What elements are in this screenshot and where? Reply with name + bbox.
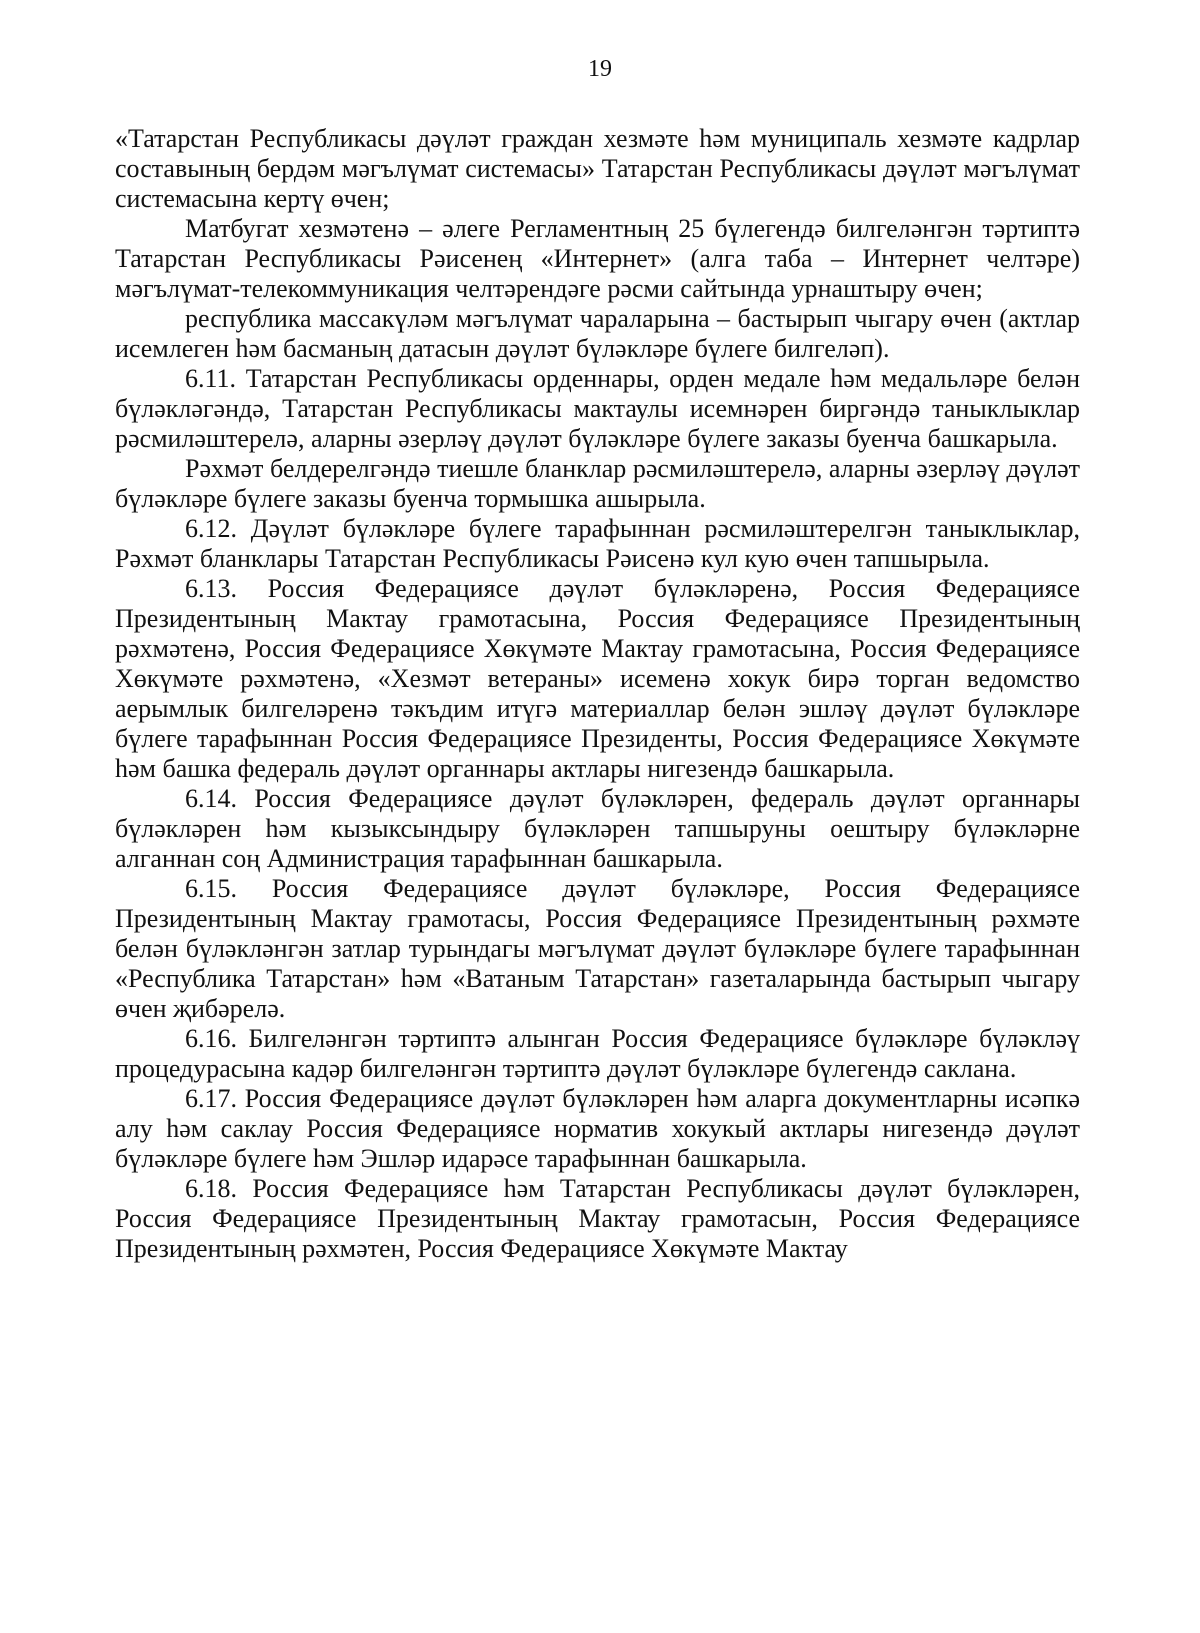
paragraph-8: 6.14. Россия Федерациясе дәүләт бүләкләрен, федераль дәүләт органнары бүләкләрен һәм кызыксындыру бүләкләрен тапшыруны оештыру бүләкләрне алганнан соң Администрация тарафыннан башкарыла. xyxy=(115,784,1080,873)
paragraph-3: республика массакүләм мәгълүмат чараларына – бастырып чыгару өчен (актлар исемлеген һәм басманың датасын дәүләт бүләкләре бүлеге билгеләп). xyxy=(115,304,1080,363)
paragraph-6: 6.12. Дәүләт бүләкләре бүлеге тарафыннан рәсмиләштерелгән таныклыклар, Рәхмәт бланклары Татарстан Республикасы Рәисенә кул кую өчен тапшырыла. xyxy=(115,514,1080,573)
paragraph-2: Матбугат хезмәтенә – әлеге Регламентның 25 бүлегендә билгеләнгән тәртиптә Татарстан Республикасы Рәисенең «Интернет» (алга таба – Интернет челтәре) мәгълүмат-телекоммуникация челтәрендәге рәсми сайтында урнаштыру өчен; xyxy=(115,214,1080,303)
page-number: 19 xyxy=(588,56,612,82)
paragraph-4: 6.11. Татарстан Республикасы орденнары, орден медале һәм медальләре белән бүләкләгәндә, Татарстан Республикасы мактаулы исемнәрен биргәндә таныклыклар рәсмиләштерелә, аларны әзерләү дәүләт бүләкләре бүлеге заказы буенча башкарыла. xyxy=(115,364,1080,453)
paragraph-1: «Татарстан Республикасы дәүләт граждан хезмәте һәм муниципаль хезмәте кадрлар составының бердәм мәгълүмат системасы» Татарстан Республикасы дәүләт мәгълүмат системасына кертү өчен; xyxy=(115,124,1080,213)
paragraph-10: 6.16. Билгеләнгән тәртиптә алынган Россия Федерациясе бүләкләре бүләкләү процедурасына кадәр билгеләнгән тәртиптә дәүләт бүләкләре бүлегендә саклана. xyxy=(115,1024,1080,1083)
paragraph-9: 6.15. Россия Федерациясе дәүләт бүләкләре, Россия Федерациясе Президентының Мактау грамотасы, Россия Федерациясе Президентының рәхмәте белән бүләкләнгән затлар турындагы мәгълүмат дәүләт бүләкләре бүлеге тарафыннан «Республика Татарстан» һәм «Ватаным Татарстан» газеталарында бастырып чыгару өчен җибәрелә. xyxy=(115,874,1080,1023)
paragraph-12: 6.18. Россия Федерациясе һәм Татарстан Республикасы дәүләт бүләкләрен, Россия Федерациясе Президентының Мактау грамотасын, Россия Федерациясе Президентының рәхмәтен, Россия Федерациясе Хөкүмәте Мактау xyxy=(115,1174,1080,1263)
document-body xyxy=(115,124,1080,1264)
paragraph-5: Рәхмәт белдерелгәндә тиешле бланклар рәсмиләштерелә, аларны әзерләү дәүләт бүләкләре бүлеге заказы буенча тормышка ашырыла. xyxy=(115,454,1080,513)
paragraph-7: 6.13. Россия Федерациясе дәүләт бүләкләренә, Россия Федерациясе Президентының Мактау грамотасына, Россия Федерациясе Президентының рәхмәтенә, Россия Федерациясе Хөкүмәте Мактау грамотасына, Россия Федерациясе Хөкүмәте рәхмәтенә, «Хезмәт ветераны» исеменә хокук бирә торган ведомство аерымлык билгеләренә тәкъдим итүгә материаллар белән эшләү дәүләт бүләкләре бүлеге тарафыннан Россия Федерациясе Президенты, Россия Федерациясе Хөкүмәте һәм башка федераль дәүләт органнары актлары нигезендә башкарыла. xyxy=(115,574,1080,783)
paragraph-11: 6.17. Россия Федерациясе дәүләт бүләкләрен һәм аларга документларны исәпкә алу һәм саклау Россия Федерациясе норматив хокукый актлары нигезендә дәүләт бүләкләре бүлеге һәм Эшләр идарәсе тарафыннан башкарыла. xyxy=(115,1084,1080,1173)
